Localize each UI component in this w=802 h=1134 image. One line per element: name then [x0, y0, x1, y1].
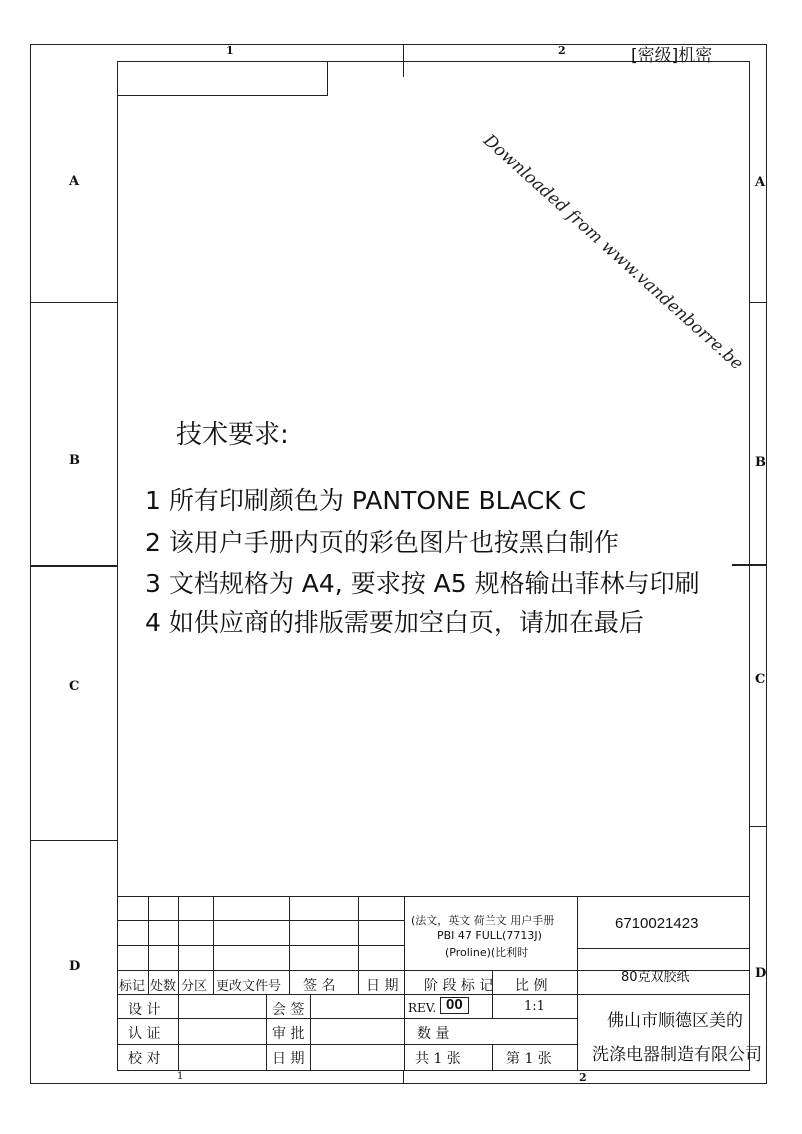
- zone-label-right-d: D: [755, 966, 767, 981]
- grid-line: [117, 920, 404, 921]
- rev-header-mark: 标记: [119, 979, 146, 994]
- grid-line: [310, 994, 311, 1071]
- rev-header-date: 日 期: [366, 978, 399, 994]
- grid-line: [213, 896, 214, 994]
- zone-label-left-d: D: [69, 959, 81, 974]
- requirement-item-2: 2 该用户手册内页的彩色图片也按黑白制作: [145, 528, 619, 557]
- zone-divider: [750, 826, 767, 827]
- zone-divider: [750, 302, 767, 303]
- column-marker-1: 1: [226, 44, 234, 57]
- grid-line: [117, 945, 404, 946]
- quantity-label: 数 量: [417, 1026, 450, 1042]
- column-divider: [403, 44, 404, 77]
- zone-divider: [30, 565, 117, 567]
- zone-divider: [732, 564, 767, 566]
- zone-label-right-b: B: [755, 455, 766, 470]
- column-marker-2: 2: [558, 44, 566, 57]
- countersign-label: 会 签: [272, 1002, 305, 1018]
- document-description-line2: PBI 47 FULL(7713J): [437, 929, 542, 942]
- zone-divider: [30, 302, 117, 303]
- grid-line: [148, 896, 149, 994]
- part-number: 6710021423: [615, 915, 699, 932]
- company-name-line2: 洗涤电器制造有限公司: [592, 1045, 762, 1065]
- title-block-top: [117, 896, 750, 897]
- footer-marker-1: 1: [177, 1071, 184, 1082]
- total-sheets: 共 1 张: [415, 1051, 461, 1067]
- stage-label: 阶 段 标 记: [424, 978, 494, 994]
- rev-value: 00: [446, 996, 463, 1013]
- rev-label: REV.: [408, 1001, 437, 1015]
- grid-line: [178, 896, 179, 1071]
- grid-line: [117, 1018, 577, 1019]
- rev-header-doc: 更改文件号: [216, 979, 282, 994]
- requirement-item-3: 3 文档规格为 A4, 要求按 A5 规格输出菲林与印刷: [145, 569, 700, 598]
- company-name-line1: 佛山市顺德区美的: [607, 1011, 743, 1031]
- grid-line: [289, 896, 290, 994]
- scale-value: 1:1: [524, 999, 545, 1014]
- column-divider: [403, 1071, 404, 1084]
- document-description-line1: (法文，英文 荷兰文 用户手册: [411, 914, 555, 927]
- design-label: 设 计: [128, 1002, 161, 1018]
- approve-label: 认 证: [128, 1026, 161, 1042]
- zone-label-right-a: A: [755, 175, 766, 190]
- zone-label-left-c: C: [69, 679, 80, 694]
- sheet-number: 第 1 张: [506, 1051, 552, 1067]
- review-label: 审 批: [272, 1026, 305, 1042]
- grid-line: [404, 896, 405, 1071]
- grid-line: [492, 1044, 493, 1071]
- grid-line: [358, 896, 359, 994]
- confidentiality-label: [密级]机密: [631, 46, 713, 66]
- requirement-item-1: 1 所有印刷颜色为 PANTONE BLACK C: [145, 486, 587, 515]
- requirement-item-4: 4 如供应商的排版需要加空白页，请加在最后: [145, 608, 644, 637]
- paper-spec: 80克双胶纸: [621, 970, 690, 985]
- rev-header-count: 处数: [150, 979, 177, 994]
- footer-marker-2: 2: [579, 1071, 587, 1084]
- grid-line: [577, 948, 750, 949]
- watermark: Downloaded from www.vandenborre.be: [479, 130, 747, 375]
- zone-divider: [30, 840, 117, 841]
- document-description-line3: (Proline)(比利时: [445, 946, 529, 959]
- rev-header-zone: 分区: [181, 979, 208, 994]
- grid-line: [117, 1044, 577, 1045]
- grid-line: [266, 994, 267, 1071]
- check-label: 校 对: [128, 1051, 161, 1067]
- grid-line: [577, 896, 578, 1071]
- zone-label-left-a: A: [69, 174, 80, 189]
- date-label: 日 期: [272, 1051, 305, 1067]
- requirements-heading: 技术要求:: [176, 420, 289, 450]
- zone-label-right-c: C: [755, 672, 766, 687]
- scale-label: 比 例: [515, 978, 548, 994]
- rev-header-sign: 签 名: [303, 978, 336, 994]
- top-left-box: [117, 61, 328, 96]
- zone-label-left-b: B: [69, 453, 80, 468]
